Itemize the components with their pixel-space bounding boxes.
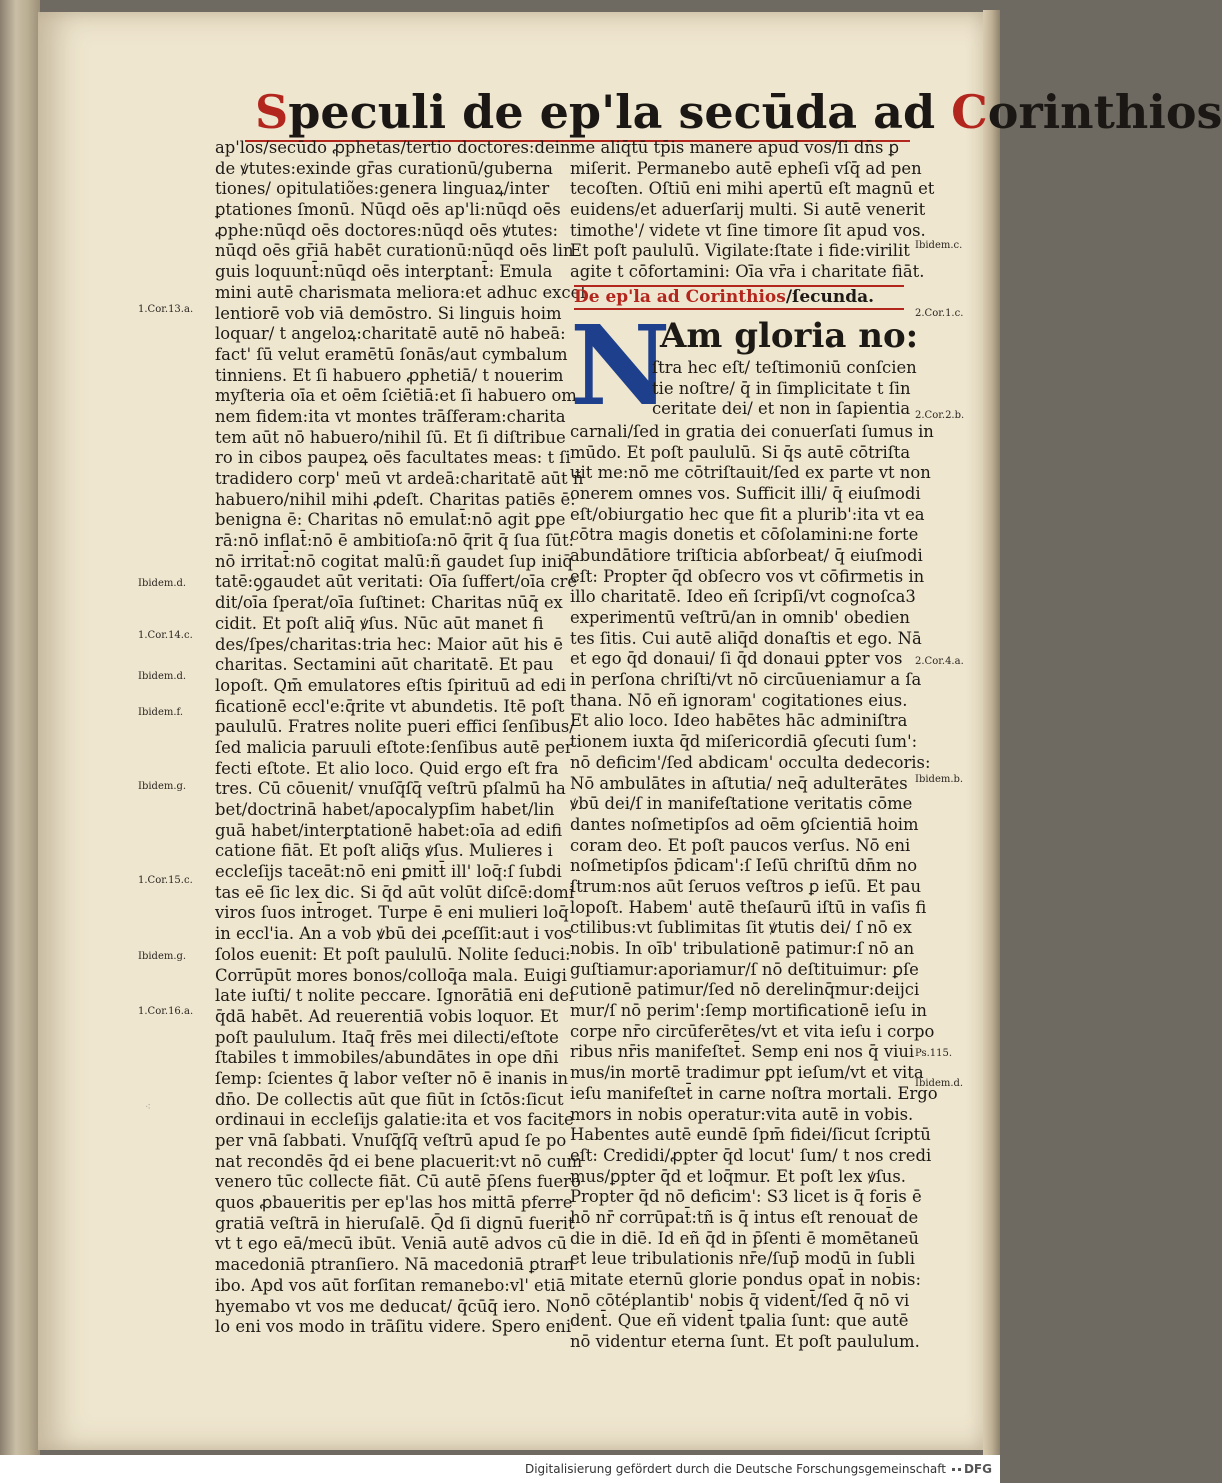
text-line: carnali/ſed in gratia dei conuerſati ſumus in — [570, 421, 934, 441]
text-line: charitas. Sectamini aūt charitatē. Et pau — [215, 655, 554, 675]
margin-reference: 1.Cor.15.c. — [138, 875, 193, 886]
text-line: illo charitatē. Ideo eñ ſcripſi/vt cognoſca3 — [570, 587, 916, 607]
text-line: thana. Nō eñ ignoram' cogitationes eius. — [570, 690, 908, 710]
right-column-top-text — [570, 138, 935, 283]
text-line: onerem omnes vos. Sufficit illi/ q̄ eiuſmodi — [570, 483, 921, 503]
text-line: nat recondēs q̄d ei bene placuerit:vt nō cum — [215, 1151, 583, 1171]
incipit-block — [570, 300, 919, 430]
text-line: me aliq̄tū tp̄is manere apud vos/ſi dn̄s ꝑ — [570, 138, 899, 157]
text-line: Et poſt paululū. Vigilate:ſtate i fide:virilit — [570, 241, 910, 261]
text-line: rā:nō inflat̄:nō ē ambitioſa:nō q̄rit q̄ ſua ſūt: — [215, 531, 575, 551]
text-line: quos ꝓbaueritis per ep'las hos mittā pferre — [215, 1193, 573, 1213]
text-line: de ꝟtutes:exinde gr̄as curationū/guberna — [215, 158, 553, 178]
left-text-column — [215, 138, 586, 1338]
text-line: guis loquunt̄:nūqd oēs interꝑtant̄: Emula — [215, 262, 553, 282]
text-line: q̄dā habēt. Ad reuerentiā vobis loquor. Et — [215, 1006, 559, 1026]
text-line: tie noſtre/ q̄ in ſimplicitate t ſin — [652, 378, 911, 398]
text-line: ſemp: ſcientes q̄ labor veſter nō ē inanis in — [215, 1068, 568, 1088]
dfg-logo-text: DFG — [963, 1462, 992, 1476]
text-line: fecti eſtote. Et alio loco. Quid ergo eſt fra — [215, 758, 559, 778]
text-line: noſmetipſos p̄dicam':ſ Ieſū chriſtū dn̄m no — [570, 856, 918, 876]
book-left-edge — [0, 0, 40, 1483]
text-line: per vnā ſabbati. Vnuſq̄ſq̄ veſtrū apud ſe po — [215, 1131, 567, 1150]
text-line: tatē:ꝯgaudet aūt veritati: Oīa ſuffert/oīa cre — [215, 572, 578, 592]
text-line: agite t cōfortamini: Oīa vr̄a i charitate fiāt. — [570, 262, 925, 282]
text-line: euidens/et aduerſarij multi. Si autē venerit — [570, 200, 926, 220]
margin-reference: Ibidem.c. — [915, 240, 963, 251]
text-line: dn̄o. De collectis aūt que fiūt in ſctōs:ſicut — [215, 1089, 564, 1109]
margin-reference: Ibidem.d. — [138, 578, 187, 589]
text-line: Et alio loco. Ideo habētes hāc adminiſtra — [570, 711, 908, 731]
text-line: lo eni vos modo in trāſitu videre. Spero eni — [215, 1317, 572, 1337]
text-line: macedoniā ptranſiero. Nā macedoniā ꝑtran — [215, 1255, 575, 1275]
text-line: benigna ē: Charitas nō emulat̄:nō agit ꝑpe — [215, 510, 566, 530]
text-line: tiones/ opitulatiões:genera linguaꝝ/inter — [215, 179, 550, 199]
section-heading-prefix: De ep'la ad Corinthios — [574, 286, 786, 307]
text-line: catione fiāt. Et poſt aliq̄s ꝟſus. Mulieres i — [215, 841, 553, 861]
margin-reference: 1.Cor.13.a. — [138, 304, 194, 315]
text-line: in perſona chriſti/vt nō circūueniamur a ſa — [570, 670, 922, 690]
text-line: mus/ꝑpter q̄d et loq̄mur. Et poſt lex ꝟſus. — [570, 1166, 906, 1186]
text-line: ceritate dei/ et non in ſapientia — [652, 399, 911, 419]
text-line: bet/doctrinā habet/apocalypſim habet/lin — [215, 800, 555, 819]
text-line: ibo. Apd vos aūt forſitan remanebo:vl' etiā — [215, 1275, 566, 1295]
margin-reference: Ibidem.g. — [138, 951, 187, 962]
digitization-footer — [0, 1455, 1000, 1483]
text-line: nūqd oēs gr̄iā habēt curationū:nūqd oēs lin — [215, 241, 574, 261]
initial-letter: N — [570, 300, 671, 430]
dfg-logo-icon — [952, 1461, 992, 1477]
text-line: poſt paululum. Itaq̄ frēs mei dilecti/eſtote — [215, 1027, 559, 1047]
text-line: nō cōtéplantib' nobis q̄ vident̄/ſed q̄ nō vi — [570, 1290, 910, 1310]
text-line: ſed malicia paruuli eſtote:ſenſibus autē per — [215, 737, 573, 757]
text-line: ſolos euenit: Et poſt paululū. Nolite ſeduci: — [215, 944, 571, 964]
text-line: uit me:nō me cōtriſtauit/ſed ex parte vt non — [570, 463, 931, 483]
text-line: ordinaui in eccleſijs galatie:ita et vos facite — [215, 1110, 574, 1130]
text-line: late iuſti/ t nolite peccare. Ignorātiā eni dei — [215, 986, 575, 1006]
margin-reference: 2.Cor.4.a. — [915, 656, 964, 667]
text-line: corpe nr̄o circūferētes/vt et vita ieſu i corpo — [570, 1021, 935, 1041]
margin-reference: 1.Cor.14.c. — [138, 630, 193, 641]
margin-reference: Ibidem.b. — [915, 774, 964, 785]
text-line: mus/in mortē tradimur ꝑpt ieſum/vt et vita — [570, 1063, 924, 1083]
text-line: Habentes autē eundē ſpm̄ fidei/ſicut ſcriptū — [570, 1125, 931, 1145]
book-page-stack-edge — [983, 10, 1000, 1455]
text-line: eſt/obiurgatio hec que fit a plurib':ita vt ea — [570, 504, 925, 524]
text-line: ꝟbū dei/ſ in manifeſtatione veritatis cōme — [570, 794, 913, 814]
text-line: tes ſitis. Cui autē aliq̄d donaſtis et ego. Nā — [570, 628, 922, 648]
text-line: mitate eternū glorie pondus opat̄ in nobis: — [570, 1270, 921, 1289]
text-line: ctilibus:vt ſublimitas ſit ꝟtutis dei/ ſ nō ex — [570, 918, 912, 938]
running-head — [255, 82, 1222, 142]
footer-credit-text: Digitalisierung gefördert durch die Deutsche Forschungsgemeinschaft — [524, 1462, 946, 1476]
text-line: eſt: Propter q̄d obſecro vos vt cōfirmetis in — [570, 566, 925, 586]
section-heading-suffix: /ſecunda. — [785, 286, 875, 307]
text-line: eſt: Credidi/ꝓpter q̄d locut' ſum/ t nos credi — [570, 1145, 932, 1165]
text-line: in eccl'ia. An a vob ꝟbū dei ꝓceſſit:aut i vos — [215, 924, 572, 944]
text-line: tecoſten. Oſtiū eni mihi apertū eſt magnū et — [570, 179, 935, 199]
margin-reference: Ibidem.g. — [138, 781, 187, 792]
margin-reference: Ibidem.d. — [138, 671, 187, 682]
incipit-text: Am gloria no: — [660, 315, 919, 356]
text-line: abundātiore triſticia abſorbeat/ q̄ eiuſmodi — [570, 545, 923, 565]
text-line: ꝑtationes ſmonū. Nūqd oēs ap'li:nūqd oēs — [215, 200, 561, 220]
text-line: ro in cibos paupeꝝ oēs facultates meas: t ſi — [215, 448, 571, 468]
text-line: dit/oīa ſperat/oīa ſuſtinet: Charitas nūq̄ ex — [215, 593, 563, 613]
margin-reference: Ibidem.d. — [915, 1078, 964, 1089]
text-line: et leue tribulationis nr̄e/ſup̄ modū in ſubli — [570, 1249, 915, 1269]
text-line: tres. Cū cōuenit/ vnuſq̄ſq̄ veſtrū pſalmū ha — [215, 779, 566, 799]
text-line: ſtrum:nos aūt ſeruos veſtros ꝑ ieſū. Et pau — [570, 876, 922, 896]
text-line: ſtra hec eſt/ teſtimoniū conſcien — [652, 357, 917, 377]
text-line: hyemabo vt vos me deducat/ q̄cūq̄ iero. No — [215, 1296, 571, 1316]
text-line: tas eē ſic lex dic. Si q̄d aūt volūt diſcē:domi — [215, 882, 575, 902]
text-line: eccleſijs taceāt:nō eni ꝑmitt̄ ill' loq̄:ſ ſubdi — [215, 862, 562, 882]
text-line: guſtiamur:aporiamur/ſ nō deſtituimur: ꝑſe — [570, 959, 919, 979]
text-line: mors in nobis operatur:vita autē in vobis. — [570, 1104, 914, 1124]
text-line: timothe'/ videte vt ſine timore ſit apud vos. — [570, 220, 926, 240]
text-line: nō deficim'/ſed abdicam' occulta dedecoris: — [570, 752, 931, 772]
margin-reference: 1.Cor.16.a. — [138, 1006, 194, 1017]
text-line: mini autē charismata meliora:et adhuc excel — [215, 282, 586, 302]
text-line: ribus nr̄is manifeſtet̄. Semp eni nos q̄ viui — [570, 1042, 915, 1062]
text-line: myſteria oīa et oēm ſciētiā:et ſi habuero om — [215, 386, 577, 406]
text-line: tinniens. Et ſi habuero ꝓphetiā/ t nouerim — [215, 365, 564, 385]
text-line: tionem iuxta q̄d miſericordiā ꝯſecuti ſum': — [570, 732, 918, 752]
text-line: experimentū veſtrū/an in omnib' obedien — [570, 608, 910, 627]
text-line: ficationē eccl'e:q̄rite vt abundetis. Itē poſt — [215, 696, 565, 716]
text-line: venero tūc collecte fiāt. Cū autē p̄ſens fuero — [215, 1172, 581, 1192]
text-line: nobis. In oīb' tribulationē patimur:ſ nō an — [570, 939, 915, 958]
text-line: paululū. Fratres nolite pueri effici ſenſibus/ — [215, 717, 575, 737]
text-line: lopoſt. Habem' autē theſaurū iſtū in vaſis fi — [570, 897, 927, 917]
text-line: cidit. Et poſt aliq̄ ꝟſus. Nūc aūt manet fi — [215, 613, 544, 633]
text-line: tradidero corp' meū vt ardeā:charitatē aūt ñ — [215, 469, 584, 488]
text-line: ꝓphe:nūqd oēs doctores:nūqd oēs ꝟtutes: — [215, 220, 559, 240]
text-line: lentiorē vob viā demōstro. Si linguis hoim — [215, 303, 562, 323]
text-line: Propter q̄d nō deficim': S3 licet is q̄ foris ē — [570, 1187, 922, 1207]
text-line: loquar/ t angeloꝝ:charitatē autē nō habeā: — [215, 324, 566, 344]
text-line: vt t ego eā/mecū ibūt. Veniā autē advos cū — [215, 1234, 567, 1254]
text-line: ieſu manifeſtet̄ in carne noſtra mortali. Ergo — [570, 1083, 938, 1103]
text-line: gratiā veſtrā in hieruſalē. Q̄d ſi dignū fuerit — [215, 1213, 575, 1233]
text-line: nem fidem:ita vt montes trāſferam:charita — [215, 406, 566, 426]
text-line: nō irritat̄:nō cogitat malū:ñ gaudet ſup iniq̄ — [215, 551, 573, 571]
text-line: Nō ambulātes in aſtutia/ neq̄ adulterātes — [570, 773, 908, 793]
text-line: nō videntur eterna ſunt. Et poſt paululum. — [570, 1332, 920, 1352]
text-line: guā habet/interꝑtationē habet:oīa ad edifi — [215, 820, 563, 840]
text-line: viros ſuos int̄roget. Turpe ē eni mulieri loq̄ — [215, 903, 569, 923]
text-line: miſerit. Permanebo autē epheſi vſq̄ ad pen — [570, 158, 922, 178]
text-line: habuero/nihil mihi ꝓdeſt. Charitas patiēs ē: — [215, 489, 576, 509]
text-line: mūdo. Et poſt paululū. Si q̄s autē cōtriſta — [570, 442, 911, 462]
text-line: dent̄. Que eñ vident̄ tꝑalia ſunt: que autē — [570, 1311, 909, 1331]
text-line: ap'los/secūdo ꝓphetas/tertio doctores:dein — [215, 138, 571, 157]
text-line: dantes noſmetipſos ad oēm ꝯſcientiā hoim — [570, 814, 919, 834]
margin-reference: 2.Cor.2.b. — [915, 410, 965, 421]
text-line: hō nr̄ corrūpat̄:tñ is q̄ intus eſt renouat̄ de — [570, 1207, 919, 1227]
running-head-text: Speculi de ep'la secūda ad Corinthios — [255, 85, 1222, 139]
text-line: ſtabiles t immobiles/abundātes in ope dn̄i — [215, 1048, 559, 1068]
margin-reference: Ps.115. — [915, 1048, 953, 1059]
margin-reference: 2.Cor.1.c. — [915, 308, 964, 319]
text-line: mur/ſ nō perim':ſemp mortificationē ieſu in — [570, 1001, 927, 1021]
ink-smudge: ⁖ — [145, 1102, 151, 1113]
text-line: fact' ſū velut eramētū ſonās/aut cymbalum — [215, 344, 568, 364]
text-line: lopoſt. Qm̄ emulatores eſtis ſpirituū ad edi — [215, 675, 567, 695]
text-line: die in diē. Id eñ q̄d in p̄ſenti ē momētaneū — [570, 1228, 919, 1248]
text-line: tem aūt nō habuero/nihil ſū. Et ſi diſtribue — [215, 427, 566, 447]
text-line: Corrūpūt mores bonos/colloq̄a mala. Euigi — [215, 965, 567, 985]
text-line: coram deo. Et poſt paucos verſus. Nō eni — [570, 835, 911, 855]
text-line: cutionē patimur/ſed nō derelinq̄mur:deijci — [570, 980, 920, 1000]
margin-reference: Ibidem.f. — [138, 707, 184, 718]
text-line: des/ſpes/charitas:tria hec: Maior aūt his ē — [215, 634, 563, 654]
text-line: cōtra magis donetis et cōſolamini:ne forte — [570, 525, 919, 545]
text-line: et ego q̄d donaui/ ſi q̄d donaui ꝑpter vos — [570, 649, 903, 669]
